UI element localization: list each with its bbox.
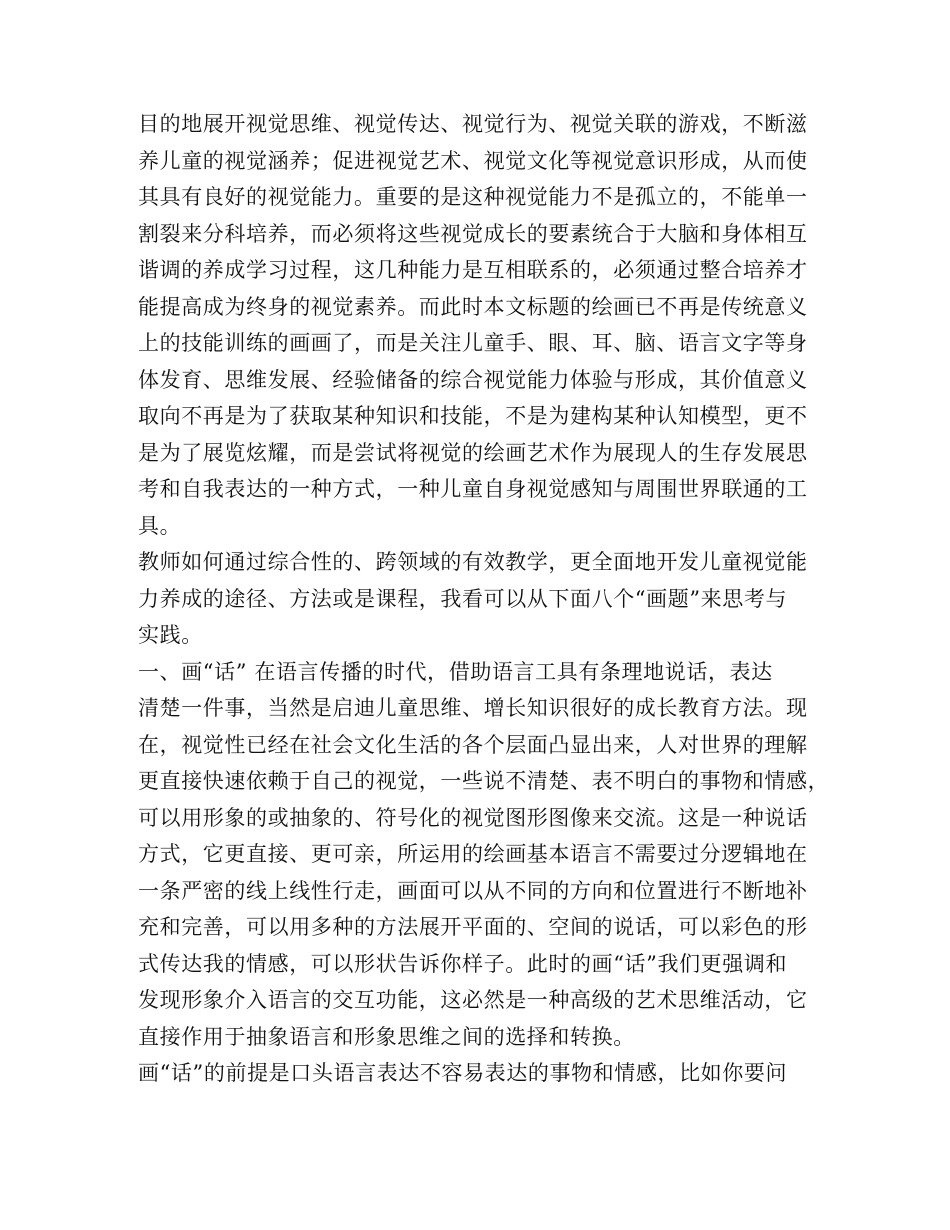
text-line: 具。 — [138, 513, 182, 538]
document-body — [138, 106, 830, 1092]
text-line: 其具有良好的视觉能力。重要的是这种视觉能力不是孤立的，不能单一 — [138, 185, 808, 209]
text-line: 更直接快速依赖于自己的视觉，一些说不清楚、表不明白的事物和情感， — [138, 769, 830, 793]
text-line: 能提高成为终身的视觉素养。而此时本文标题的绘画已不再是传统意义 — [138, 294, 808, 319]
text-line: 取向不再是为了获取某种知识和技能，不是为建构某种认知模型，更不 — [138, 404, 808, 428]
text-line: 在，视觉性已经在社会文化生活的各个层面凸显出来，人对世界的理解 — [138, 732, 808, 757]
text-line: 目的地展开视觉思维、视觉传达、视觉行为、视觉关联的游戏，不断滋 — [138, 112, 808, 136]
text-line: 考和自我表达的一种方式，一种儿童自身视觉感知与周围世界联通的工 — [138, 477, 808, 501]
text-line: 一条严密的线上线性行走，画面可以从不同的方向和位置进行不断地补 — [138, 878, 808, 903]
text-line: 清楚一件事，当然是启迪儿童思维、增长知识很好的成长教育方法。现 — [138, 696, 808, 720]
text-line: 画“话”的前提是口头语言表达不容易表达的事物和情感，比如你要问 — [138, 1061, 788, 1085]
text-line: 是为了展览炫耀，而是尝试将视觉的绘画艺术作为展现人的生存发展思 — [138, 440, 808, 465]
section-heading-line: 一、画“话” 在语言传播的时代，借助语言工具有条理地说话，表达 — [138, 659, 773, 684]
text-line: 上的技能训练的画画了，而是关注儿童手、眼、耳、脑、语言文字等身 — [138, 331, 808, 355]
text-line: 养儿童的视觉涵养；促进视觉艺术、视觉文化等视觉意识形成，从而使 — [138, 148, 808, 173]
text-line: 可以用形象的或抽象的、符号化的视觉图形图像来交流。这是一种说话 — [138, 805, 808, 830]
text-line: 方式，它更直接、更可亲，所运用的绘画基本语言不需要过分逻辑地在 — [138, 842, 808, 866]
text-line: 实践。 — [138, 623, 203, 647]
text-line: 体发育、思维发展、经验储备的综合视觉能力体验与形成，其价值意义 — [138, 367, 808, 392]
text-line: 直接作用于抽象语言和形象思维之间的选择和转换。 — [138, 1024, 635, 1049]
text-line: 发现形象介入语言的交互功能，这必然是一种高级的艺术思维活动，它 — [138, 988, 808, 1012]
text-line: 教师如何通过综合性的、跨领域的有效教学，更全面地开发儿童视觉能 — [138, 550, 808, 574]
text-line: 式传达我的情感，可以形状告诉你样子。此时的画“话”我们更强调和 — [138, 951, 788, 976]
text-line: 谐调的养成学习过程，这几种能力是互相联系的，必须通过整合培养才 — [138, 258, 808, 282]
text-line: 充和完善，可以用多种的方法展开平面的、空间的说话，可以彩色的形 — [138, 915, 808, 939]
text-line: 割裂来分科培养，而必须将这些视觉成长的要素统合于大脑和身体相互 — [138, 221, 808, 246]
text-line: 力养成的途径、方法或是课程，我看可以从下面八个“画题”来思考与 — [138, 586, 788, 611]
